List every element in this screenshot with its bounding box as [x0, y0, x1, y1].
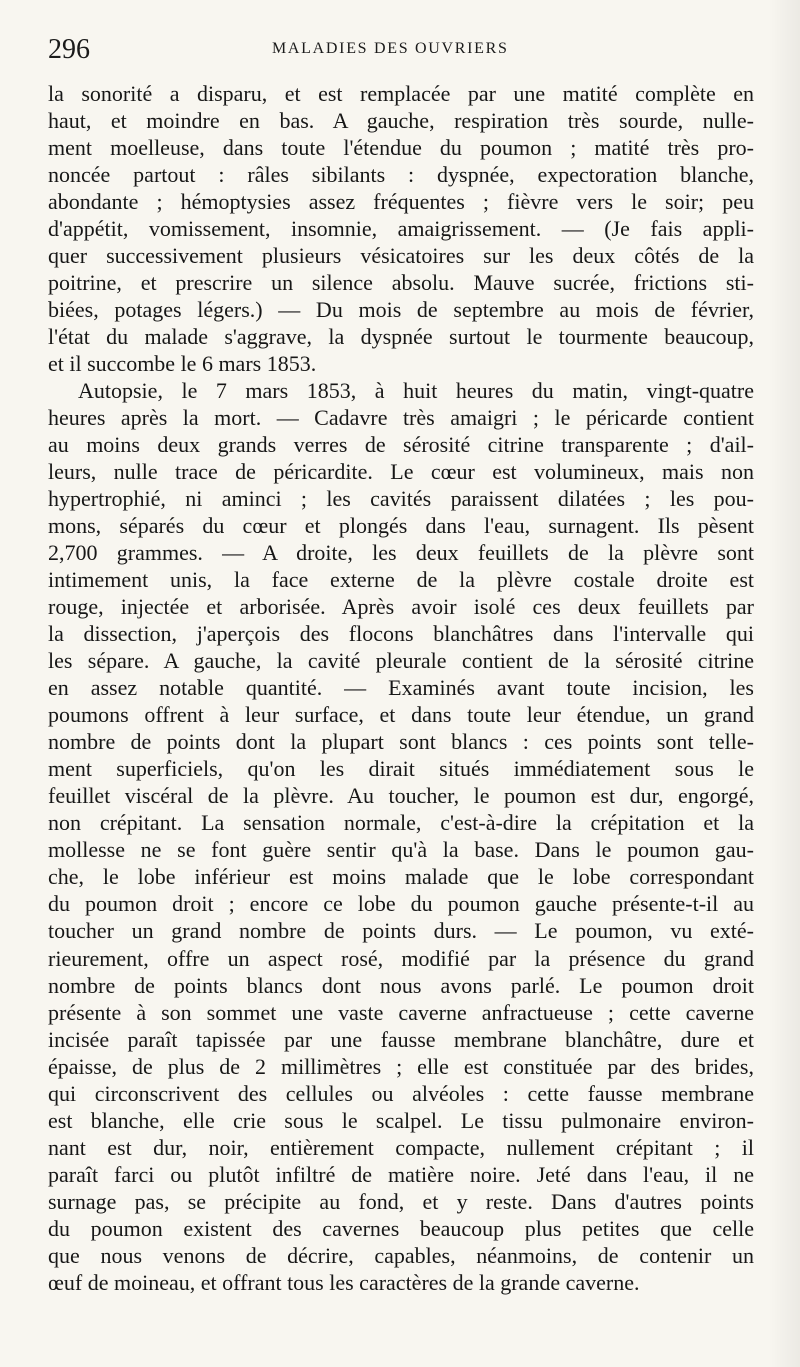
page-number: 296: [48, 34, 90, 65]
text-line-44: que nous venons de décrire, capables, néanmoins, de contenir un: [48, 1242, 754, 1268]
text-line-42: surnage pas, se précipite au fond, et y reste. Dans d'autres points: [48, 1188, 754, 1214]
text-line-31: du poumon droit ; encore ce lobe du poumon gauche présente-t-il au: [48, 891, 754, 917]
text-line-10: l'état du malade s'aggrave, la dyspnée surtout le tourmente beaucoup,: [48, 324, 754, 350]
text-line-04: noncée partout : râles sibilants : dyspnée, expectoration blanche,: [48, 162, 754, 188]
text-line-36: incisée paraît tapissée par une fausse membrane blanchâtre, dure et: [48, 1026, 754, 1052]
text-line-19: intimement unis, la face externe de la plèvre costale droite est: [48, 567, 754, 593]
text-line-28: non crépitant. La sensation normale, c'est-à-dire la crépitation et la: [48, 810, 754, 836]
text-line-41: paraît farci ou plutôt infiltré de matière noire. Jeté dans l'eau, il ne: [48, 1161, 754, 1187]
text-line-15: leurs, nulle trace de péricardite. Le cœur est volumineux, mais non: [48, 459, 754, 485]
text-line-24: poumons offrent à leur surface, et dans toute leur étendue, un grand: [48, 702, 754, 728]
running-title: MALADIES DES OUVRIERS: [272, 40, 509, 57]
text-line-13: heures après la mort. — Cadavre très amaigri ; le péricarde contient: [48, 405, 754, 431]
text-line-43: du poumon existent des cavernes beaucoup plus petites que celle: [48, 1215, 754, 1241]
text-line-38: qui circonscrivent des cellules ou alvéoles : cette fausse membrane: [48, 1080, 754, 1106]
text-line-06: d'appétit, vomissement, insomnie, amaigrissement. — (Je fais appli-: [48, 216, 754, 242]
text-line-05: abondante ; hémoptysies assez fréquentes ; fièvre vers le soir; peu: [48, 189, 754, 215]
text-line-22: les sépare. A gauche, la cavité pleurale contient de la sérosité citrine: [48, 648, 754, 674]
text-line-17: mons, séparés du cœur et plongés dans l'eau, surnagent. Ils pèsent: [48, 513, 754, 539]
text-line-03: ment moelleuse, dans toute l'étendue du poumon ; matité très pro-: [48, 135, 754, 161]
text-line-14: au moins deux grands verres de sérosité citrine transparente ; d'ail-: [48, 432, 754, 458]
body-text: [48, 80, 754, 1296]
text-line-20: rouge, injectée et arborisée. Après avoir isolé ces deux feuillets par: [48, 594, 754, 620]
text-line-45: œuf de moineau, et offrant tous les caractères de la grande caverne.: [48, 1269, 640, 1295]
text-line-32: toucher un grand nombre de points durs. — Le poumon, vu exté-: [48, 918, 754, 944]
scan-edge-shadow: [768, 0, 800, 1367]
text-line-25: nombre de points dont la plupart sont blancs : ces points sont telle-: [48, 729, 754, 755]
text-line-34: nombre de points blancs dont nous avons parlé. Le poumon droit: [48, 972, 754, 998]
text-line-08: poitrine, et prescrire un silence absolu. Mauve sucrée, frictions sti-: [48, 270, 754, 296]
text-line-39: est blanche, elle crie sous le scalpel. Le tissu pulmonaire environ-: [48, 1107, 754, 1133]
page-header: [48, 34, 754, 74]
text-line-16: hypertrophié, ni aminci ; les cavités paraissent dilatées ; les pou-: [48, 486, 754, 512]
text-line-40: nant est dur, noir, entièrement compacte, nullement crépitant ; il: [48, 1134, 754, 1160]
text-line-26: ment superficiels, qu'on les dirait situés immédiatement sous le: [48, 756, 754, 782]
text-line-33: rieurement, offre un aspect rosé, modifié par la présence du grand: [48, 945, 754, 971]
text-line-37: épaisse, de plus de 2 millimètres ; elle est constituée par des brides,: [48, 1053, 754, 1079]
text-line-12: Autopsie, le 7 mars 1853, à huit heures du matin, vingt-quatre: [78, 378, 754, 404]
text-line-29: mollesse ne se font guère sentir qu'à la base. Dans le poumon gau-: [48, 837, 754, 863]
text-line-11: et il succombe le 6 mars 1853.: [48, 351, 317, 377]
text-line-30: che, le lobe inférieur est moins malade que le lobe correspondant: [48, 864, 754, 890]
text-line-01: la sonorité a disparu, et est remplacée par une matité complète en: [48, 81, 754, 106]
text-line-27: feuillet viscéral de la plèvre. Au toucher, le poumon est dur, engorgé,: [48, 783, 754, 809]
text-line-07: quer successivement plusieurs vésicatoires sur les deux côtés de la: [48, 243, 754, 269]
text-line-18: 2,700 grammes. — A droite, les deux feuillets de la plèvre sont: [48, 540, 754, 566]
text-line-02: haut, et moindre en bas. A gauche, respiration très sourde, nulle-: [48, 108, 754, 134]
text-line-35: présente à son sommet une vaste caverne anfractueuse ; cette caverne: [48, 999, 754, 1025]
text-line-23: en assez notable quantité. — Examinés avant toute incision, les: [48, 675, 754, 701]
text-line-09: biées, potages légers.) — Du mois de septembre au mois de février,: [48, 297, 754, 323]
text-line-21: la dissection, j'aperçois des flocons blanchâtres dans l'intervalle qui: [48, 621, 754, 647]
